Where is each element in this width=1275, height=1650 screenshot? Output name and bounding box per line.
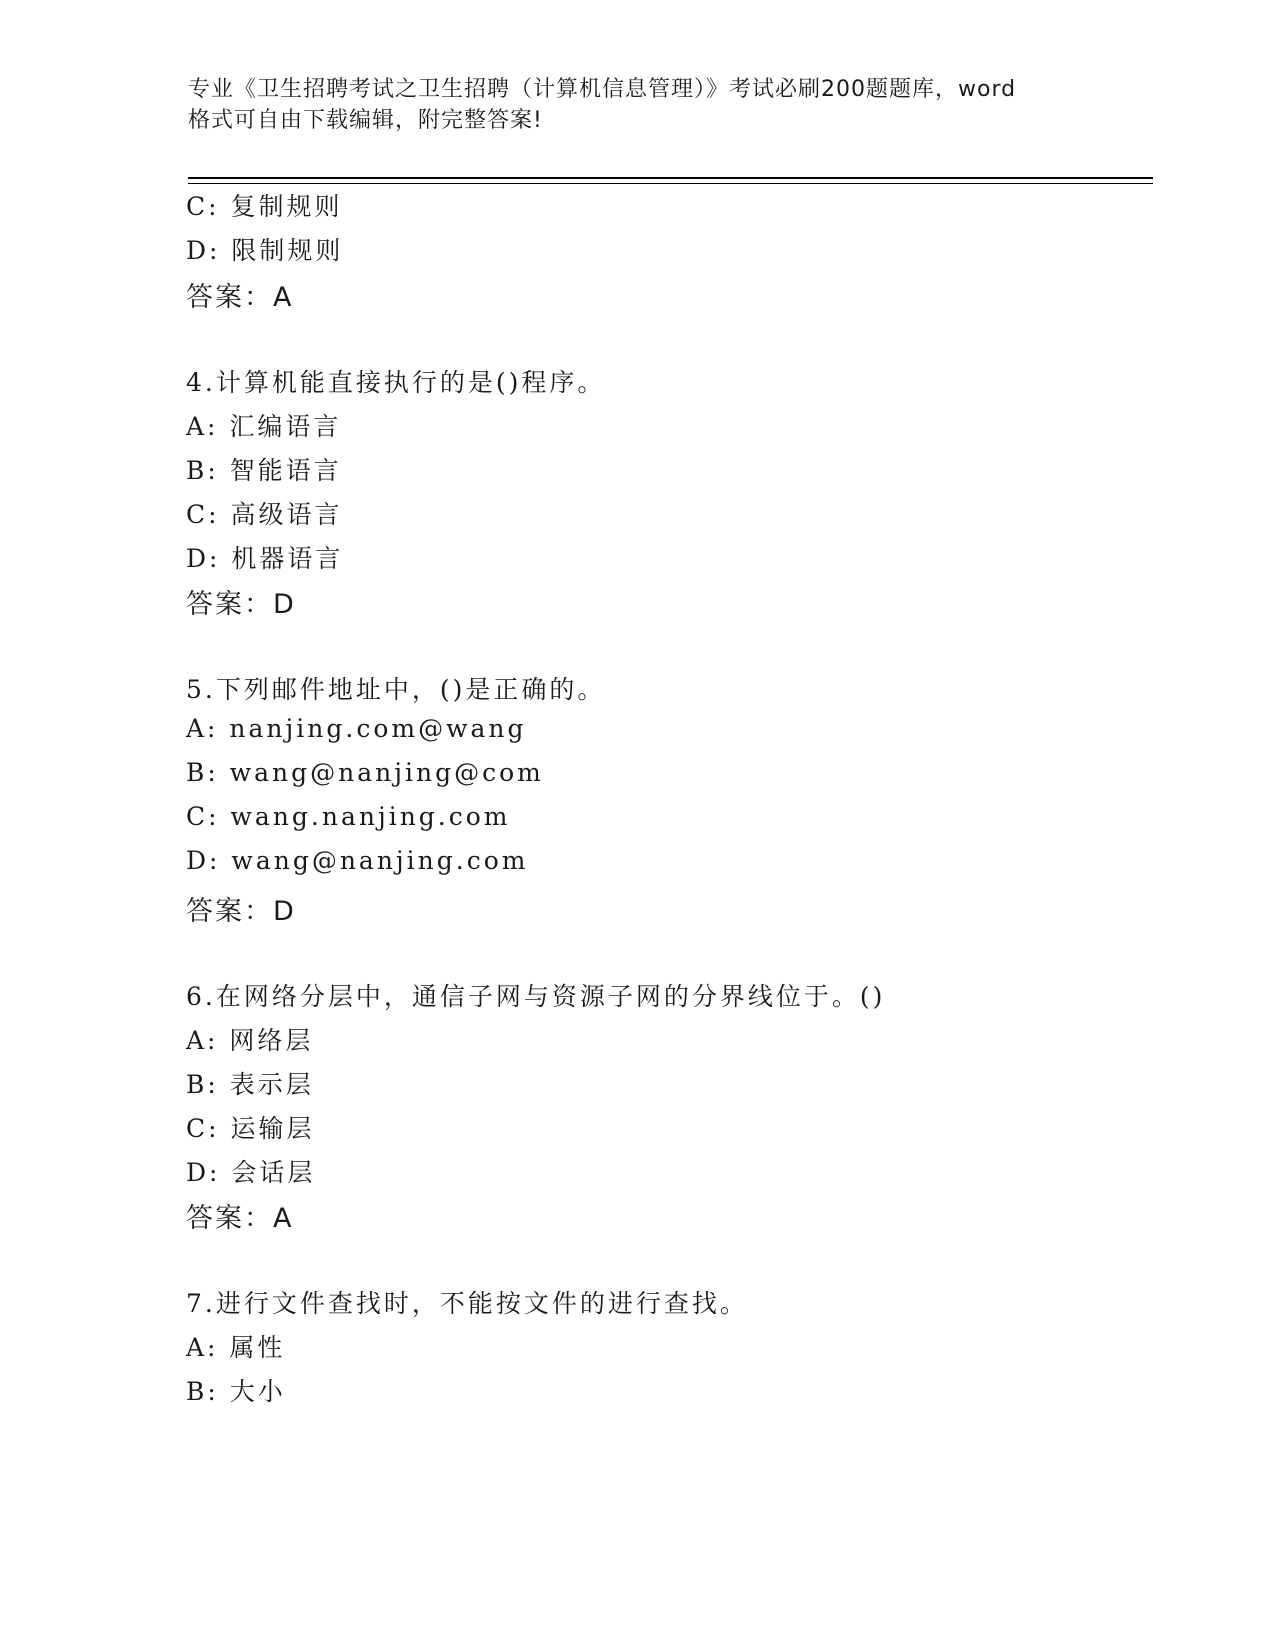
question-stem: 4.计算机能直接执行的是()程序。 [186, 368, 606, 397]
option-c: C: 运输层 [186, 1114, 315, 1143]
option-c: C: wang.nanjing.com [186, 802, 511, 831]
question-stem: 6.在网络分层中，通信子网与资源子网的分界线位于。() [186, 982, 886, 1011]
header-line-1: 专业《卫生招聘考试之卫生招聘（计算机信息管理）》考试必刷200题题库，word [188, 77, 1017, 102]
option-a: A: 汇编语言 [186, 412, 342, 441]
question-stem: 7.进行文件查找时，不能按文件的进行查找。 [186, 1289, 748, 1318]
option-a: A: 属性 [186, 1333, 286, 1362]
header-line-2: 格式可自由下载编辑，附完整答案! [188, 108, 543, 133]
option-d: D: wang@nanjing.com [186, 846, 529, 875]
option-a: A: 网络层 [186, 1026, 314, 1055]
answer-label: 答案：D [186, 589, 296, 620]
document-header [188, 74, 1108, 136]
option-b: B: 智能语言 [186, 456, 342, 485]
header-divider-thick [188, 177, 1153, 179]
option-d: D: 机器语言 [186, 544, 344, 573]
option-b: B: 大小 [186, 1377, 286, 1406]
header-divider-thin [188, 183, 1153, 184]
option-c: C: 高级语言 [186, 500, 343, 529]
option-a: A: nanjing.com@wang [186, 714, 527, 743]
option-b: B: 表示层 [186, 1070, 314, 1099]
option-d: D: 会话层 [186, 1158, 316, 1187]
answer-label: 答案：D [186, 896, 296, 927]
answer-label: 答案：A [186, 282, 294, 313]
option-d: D: 限制规则 [186, 236, 344, 265]
answer-label: 答案：A [186, 1203, 294, 1234]
question-stem: 5.下列邮件地址中，()是正确的。 [186, 675, 606, 704]
option-b: B: wang@nanjing@com [186, 758, 544, 787]
option-c: C: 复制规则 [186, 192, 343, 221]
